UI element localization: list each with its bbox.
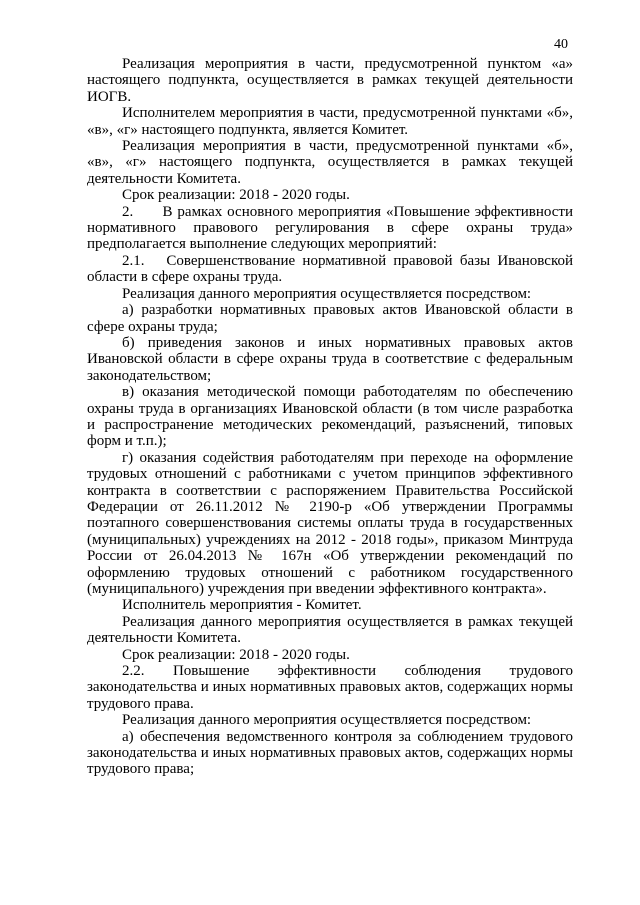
paragraph: Срок реализации: 2018 - 2020 годы. <box>122 187 350 204</box>
paragraph: 2.2. Повышение эффективности соблюдения трудового законодательства и иных нормативных правовых актов, содержащих нормы трудового права. <box>87 663 573 712</box>
paragraph: 2. В рамках основного мероприятия «Повышение эффективности нормативного правового регулирования в сфере охраны труда» предполагается выполнение следующих мероприятий: <box>87 203 573 253</box>
paragraph: а) обеспечения ведомственного контроля за соблюдением трудового законодательства и иных нормативных правовых актов, содержащих нормы трудового права; <box>87 728 573 778</box>
paragraph: Реализация данного мероприятия осуществляется посредством: <box>122 285 532 302</box>
document-body <box>87 56 573 778</box>
paragraph: Реализация мероприятия в части, предусмотренной пунктами «б», «в», «г» настоящего подпункта, осуществляется в рамках текущей деятельности Комитета. <box>87 138 573 187</box>
paragraph: б) приведения законов и иных нормативных правовых актов Ивановской области в сфере охраны труда в соответствие с федеральным законодательством; <box>87 334 573 384</box>
paragraph: Исполнителем мероприятия в части, предусмотренной пунктами «б», «в», «г» настоящего подпункта, является Комитет. <box>87 105 573 138</box>
paragraph: в) оказания методической помощи работодателям по обеспечению охраны труда в организациях Ивановской области (в том числе разработка и распространение методических рекомендаций, разъяснений, типовых форм и т.п.); <box>87 384 573 450</box>
paragraph: Срок реализации: 2018 - 2020 годы. <box>122 646 350 663</box>
paragraph: Реализация данного мероприятия осуществляется посредством: <box>122 712 532 729</box>
paragraph: а) разработки нормативных правовых актов Ивановской области в сфере охраны труда; <box>87 302 573 335</box>
paragraph: Реализация данного мероприятия осуществляется в рамках текущей деятельности Комитета. <box>87 613 573 647</box>
paragraph: 2.1. Совершенствование нормативной правовой базы Ивановской области в сфере охраны труда. <box>87 252 573 286</box>
paragraph: Реализация мероприятия в части, предусмотренной пунктом «а» настоящего подпункта, осуществляется в рамках текущей деятельности ИОГВ. <box>87 56 573 105</box>
paragraph: Исполнитель мероприятия - Комитет. <box>122 597 362 614</box>
paragraph: г) оказания содействия работодателям при переходе на оформление трудовых отношений с работниками с учетом принципов эффективного контракта в соответствии с распоряжением Правительства Российской Федерации от 26.11.2012 № 2190-р «Об утверждении Программы поэтапного совершенствования системы оплаты труда в государственных (муниципальных) учреждениях на 2012 - 2018 годы», приказом Минтруда России от 26.04.2013 № 167н «Об утверждении рекомендаций по оформлению трудовых отношений с работником государственного (муниципального) учреждения при введении эффективного контракта». <box>87 449 573 597</box>
page-number: 40 <box>554 37 568 52</box>
